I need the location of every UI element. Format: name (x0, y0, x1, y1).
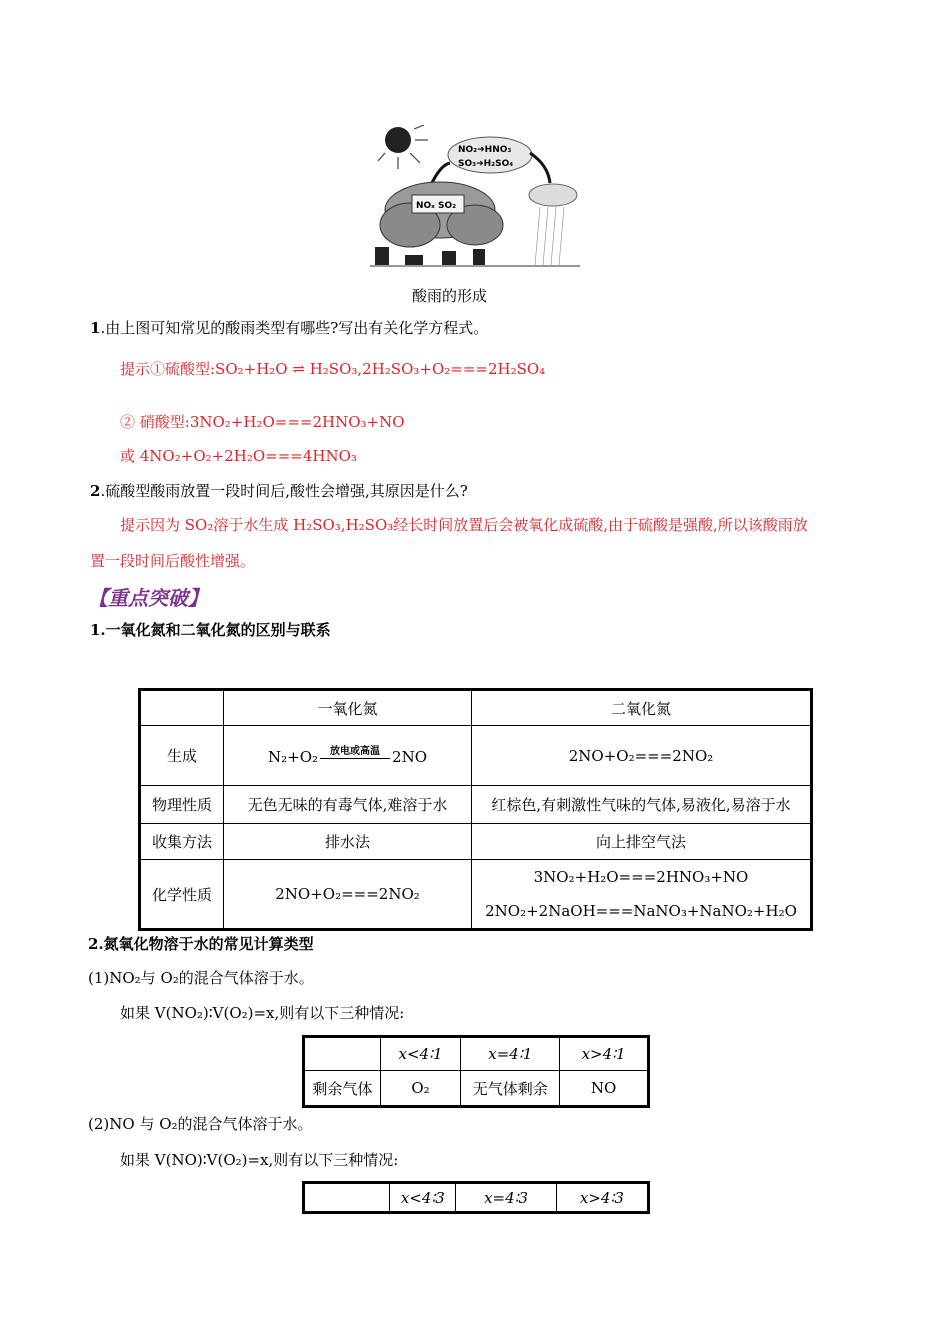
table-cell (140, 690, 224, 726)
table-row (140, 786, 812, 824)
hint-1-alt: 或 4NO₂+O₂+2H₂O===4HNO₃ (120, 447, 357, 465)
no-o2-ratio-table (302, 1181, 650, 1214)
svg-text:SO₃➜H₂SO₄: SO₃➜H₂SO₄ (458, 159, 514, 169)
no-no2-comparison-table (138, 688, 813, 931)
no-chemical-property: 2NO+O₂===2NO₂ (224, 860, 472, 930)
eq-condition-arrow (320, 746, 390, 766)
subsection-2-title: 2.氮氧化物溶于水的常见计算类型 (88, 935, 314, 953)
question-1-text: .由上图可知常见的酸雨类型有哪些?写出有关化学方程式。 (100, 319, 489, 337)
sun-icon (385, 127, 411, 153)
table-header-row (304, 1183, 649, 1213)
table-row (304, 1071, 649, 1107)
section-heading: 【重点突破】 (88, 586, 208, 610)
table-header-row (304, 1037, 649, 1071)
no2-reaction-water: 3NO₂+H₂O===2HNO₃+NO (533, 868, 749, 886)
row-label: 物理性质 (140, 786, 224, 824)
table-cell (304, 1183, 390, 1213)
acid-rain-figure (370, 125, 580, 270)
case-2-intro: 如果 V(NO)∶V(O₂)=x,则有以下三种情况: (120, 1151, 399, 1169)
case-1-intro: 如果 V(NO₂)∶V(O₂)=x,则有以下三种情况: (120, 1004, 405, 1022)
acid-rain-illustration (370, 125, 580, 270)
question-1-number: 1 (90, 319, 101, 337)
remaining-gas-equal: 无气体剩余 (461, 1071, 560, 1107)
table-row (140, 824, 812, 860)
no-physical-property: 无色无味的有毒气体,难溶于水 (224, 786, 472, 824)
subsection-1-title: 1.一氧化氮和二氧化氮的区别与联系 (90, 621, 331, 639)
no2-collection-method: 向上排空气法 (472, 824, 812, 860)
question-2 (90, 481, 468, 501)
hint-2-line2: 置一段时间后酸性增强。 (90, 552, 256, 570)
no2-chemical-property (472, 860, 812, 930)
question-2-text: .硫酸型酸雨放置一段时间后,酸性会增强,其原因是什么? (100, 482, 468, 500)
eq-product: 2NO (392, 747, 427, 766)
hint-1-nitric: ② 硝酸型:3NO₂+H₂O===2HNO₃+NO (120, 413, 405, 431)
eq-reactants: N₂+O₂ (268, 747, 319, 766)
table-row (140, 726, 812, 786)
hint-2-line1: 提示因为 SO₂溶于水生成 H₂SO₃,H₂SO₃经长时间放置后会被氧化成硫酸,由于硫酸是强酸,所以该酸雨放 (120, 516, 808, 534)
no2-o2-ratio-table (302, 1035, 650, 1108)
ratio-less: x<4∶1 (380, 1037, 461, 1071)
no2-formation-equation: 2NO+O₂===2NO₂ (472, 726, 812, 786)
hint-1-sulfuric: 提示①硫酸型:SO₂+H₂O ⇌ H₂SO₃,2H₂SO₃+O₂===2H₂SO₄ (120, 360, 546, 378)
ratio-equal: x=4∶3 (456, 1183, 556, 1213)
table-cell (304, 1037, 381, 1071)
row-label: 生成 (140, 726, 224, 786)
figure-caption: 酸雨的形成 (412, 287, 488, 305)
ratio-greater: x>4∶1 (560, 1037, 649, 1071)
row-label: 收集方法 (140, 824, 224, 860)
remaining-gas-less: O₂ (380, 1071, 461, 1107)
no2-reaction-naoh: 2NO₂+2NaOH===NaNO₃+NaNO₂+H₂O (485, 902, 797, 920)
no-collection-method: 排水法 (224, 824, 472, 860)
no2-physical-property: 红棕色,有刺激性气味的气体,易液化,易溶于水 (472, 786, 812, 824)
ratio-less: x<4∶3 (390, 1183, 456, 1213)
row-label: 化学性质 (140, 860, 224, 930)
row-label: 剩余气体 (304, 1071, 381, 1107)
remaining-gas-greater: NO (560, 1071, 649, 1107)
no-formation-equation (224, 726, 472, 786)
case-2-text: (2)NO 与 O₂的混合气体溶于水。 (88, 1115, 313, 1133)
ratio-equal: x=4∶1 (461, 1037, 560, 1071)
case-1-text: (1)NO₂与 O₂的混合气体溶于水。 (88, 969, 314, 987)
table-row (140, 860, 812, 930)
table-header-row (140, 690, 812, 726)
ratio-greater: x>4∶3 (556, 1183, 648, 1213)
svg-text:NOₓ SO₂: NOₓ SO₂ (416, 201, 457, 211)
eq-condition: 放电或高温 (330, 745, 381, 757)
table-header-no: 一氧化氮 (224, 690, 472, 726)
svg-text:NO₂➜HNO₃: NO₂➜HNO₃ (458, 145, 512, 155)
table-header-no2: 二氧化氮 (472, 690, 812, 726)
question-1 (90, 318, 488, 338)
question-2-number: 2 (90, 482, 101, 500)
